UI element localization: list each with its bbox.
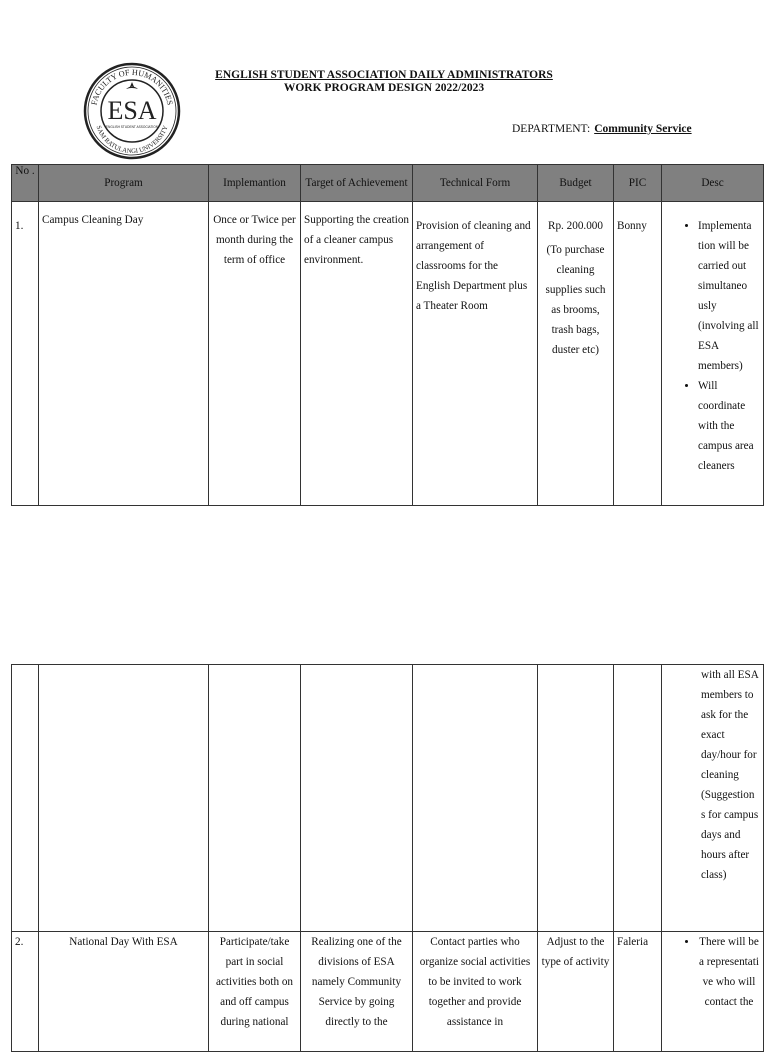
svg-text:ENGLISH STUDENT ASSOCIATION: ENGLISH STUDENT ASSOCIATION [105, 125, 159, 129]
desc-list [662, 216, 760, 476]
row-program [39, 665, 209, 932]
header-implementation: Implemantion [209, 165, 301, 202]
list-item: • There will be a representati ve who will contact the [698, 932, 760, 1012]
row-target [301, 665, 413, 932]
row-desc [662, 202, 764, 506]
row-implementation: Once or Twice per month during the term of office [209, 202, 301, 506]
row-technical: Provision of cleaning and arrangement of classrooms for the English Department plus a Theater Room [413, 202, 538, 506]
header-desc: Desc [662, 165, 764, 202]
document-title: ENGLISH STUDENT ASSOCIATION DAILY ADMINISTRATORS [215, 69, 553, 81]
row-desc-continued: with all ESA members to ask for the exact day/hour for cleaning (Suggestion s for campus days and hours after class) [662, 665, 764, 932]
department-line [512, 123, 692, 135]
list-item: • Will coordinate with the campus area cleaners [698, 376, 760, 476]
work-program-table [11, 164, 764, 506]
row-technical: Contact parties who organize social activities to be invited to work together and provide assistance in [413, 932, 538, 1052]
row-target: Supporting the creation of a cleaner campus environment. [301, 202, 413, 506]
table-header-row [12, 165, 764, 202]
header-target: Target of Achievement [301, 165, 413, 202]
department-label: DEPARTMENT: [512, 123, 591, 135]
row-desc [662, 932, 764, 1052]
row-implementation [209, 665, 301, 932]
row-budget: Adjust to the type of activity [538, 932, 614, 1052]
document-subtitle: WORK PROGRAM DESIGN 2022/2023 [283, 82, 485, 94]
header-pic: PIC [614, 165, 662, 202]
table-row [12, 932, 764, 1052]
department-value: Community Service [594, 123, 692, 135]
row-no [12, 665, 39, 932]
svg-text:SAM RATULANGI UNIVERSITY: SAM RATULANGI UNIVERSITY [94, 124, 170, 156]
row-target: Realizing one of the divisions of ESA namely Community Service by going directly to the [301, 932, 413, 1052]
row-pic: Bonny [614, 202, 662, 506]
budget-note: (To purchase cleaning supplies such as brooms, trash bags, duster etc) [545, 244, 606, 356]
row-no: 1. [12, 202, 39, 506]
table-row [12, 202, 764, 506]
row-pic [614, 665, 662, 932]
svg-text:FACULTY OF HUMANITIES: FACULTY OF HUMANITIES [89, 67, 175, 106]
budget-amount: Rp. 200.000 [547, 220, 603, 232]
header-budget: Budget [538, 165, 614, 202]
header-program: Program [39, 165, 209, 202]
row-budget [538, 665, 614, 932]
header-no: No . [12, 165, 39, 202]
row-no: 2. [12, 932, 39, 1052]
row-implementation: Participate/take part in social activities both on and off campus during national [209, 932, 301, 1052]
row-technical [413, 665, 538, 932]
desc-list [662, 932, 760, 1012]
work-program-table-continued [11, 664, 764, 1052]
row-program: National Day With ESA [39, 932, 209, 1052]
svg-text:ESA: ESA [107, 96, 157, 125]
row-pic: Faleria [614, 932, 662, 1052]
row-budget [538, 202, 614, 506]
esa-logo [83, 62, 181, 160]
header-technical: Technical Form [413, 165, 538, 202]
table-row [12, 665, 764, 932]
row-program: Campus Cleaning Day [39, 202, 209, 506]
list-item: • Implementa tion will be carried out simultaneo usly (involving all ESA members) [698, 216, 760, 376]
